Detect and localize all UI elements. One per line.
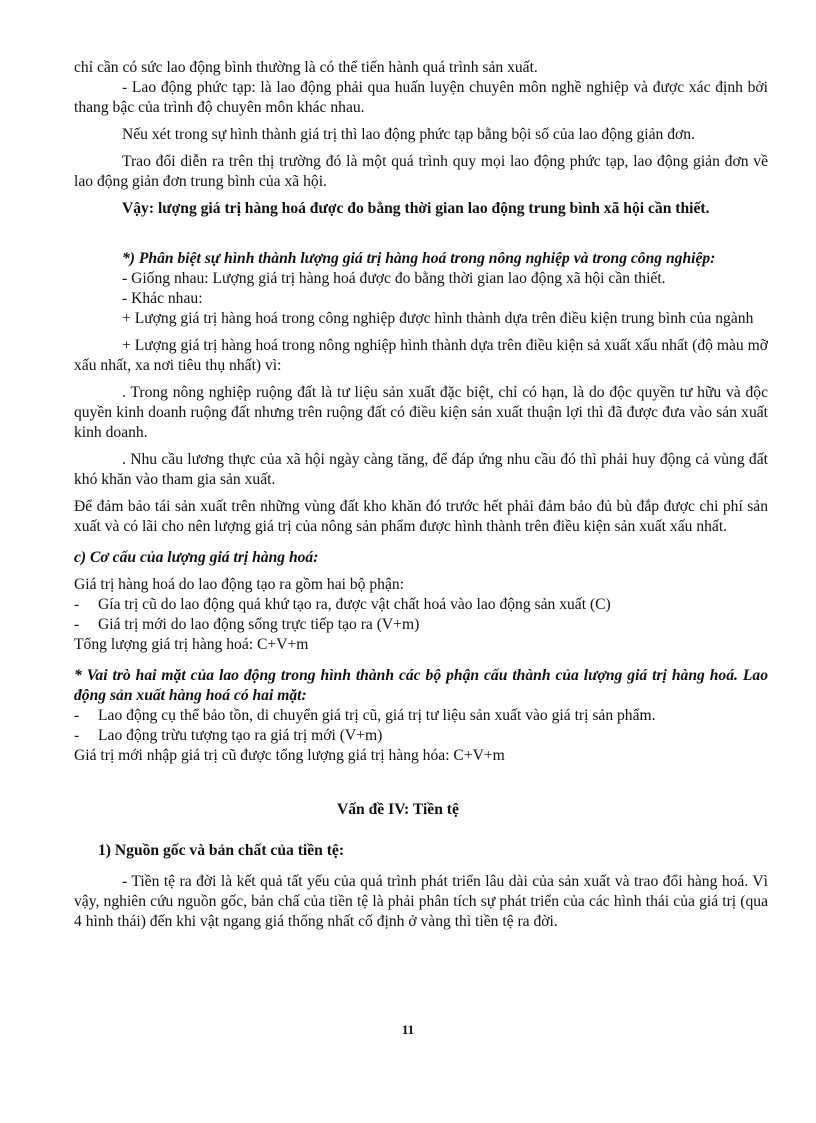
paragraph: - Tiền tệ ra đời là kết quả tất yếu của quá trình phát triển lâu dài của sản xuất và trao đổi hàng hoá. Vì vậy, nghiên cứu nguồn gốc, bản chấ của tiền tệ là phải phân tích sự phát triển của các hình thái của giá trị (qua 4 hình thái) đến khi vật ngang giá thống nhất cố định ở vàng thì tiền tệ ra đời.	[74, 873, 768, 930]
subheading-comparison: *) Phân biệt sự hình thành lượng giá trị hàng hoá trong nông nghiệp và trong công nghiệp:	[122, 250, 716, 267]
paragraph: chỉ cần có sức lao động bình thường là có thể tiến hành quá trình sản xuất.	[74, 59, 538, 76]
paragraph: Nếu xét trong sự hình thành giá trị thì lao động phức tạp bằng bội số của lao động giản đơn.	[122, 126, 695, 143]
paragraph: - Khác nhau:	[122, 290, 203, 307]
paragraph: - Lao động phức tạp: là lao động phải qua huấn luyện chuyên môn nghề nghiệp và được xác định bởi thang bậc của trình độ chuyên môn khác nhau.	[74, 79, 768, 116]
paragraph: Giá trị mới nhập giá trị cũ được tổng lượng giá trị hàng hóa: C+V+m	[74, 747, 505, 764]
paragraph: + Lượng giá trị hàng hoá trong nông nghiệp hình thành dựa trên điều kiện sả xuất xấu nhất (độ màu mỡ xấu nhất, xa nơi tiêu thụ nhất) vì:	[74, 337, 768, 374]
paragraph: Tổng lượng giá trị hàng hoá: C+V+m	[74, 636, 309, 653]
paragraph: + Lượng giá trị hàng hoá trong công nghiệp được hình thành dựa trên điều kiện trung bình của ngành	[122, 310, 754, 327]
paragraph: Trao đổi diễn ra trên thị trường đó là một quá trình quy mọi lao động phức tạp, lao động giản đơn về lao động giản đơn trung bình của xã hội.	[74, 153, 768, 190]
paragraph: Để đảm bảo tái sản xuất trên những vùng đất kho khăn đó trước hết phải đảm bảo đủ bù đắp được chi phí sản xuất và có lãi cho nên lượng giá trị của nông sản phẩm được hình thành trên điều kiện sản xuất xấu nhất.	[74, 498, 768, 535]
page-number: 11	[401, 1022, 415, 1037]
list-item: - Lao động cụ thể bảo tồn, di chuyển giá trị cũ, giá trị tư liệu sản xuất vào giá trị sản phẩm.	[74, 707, 656, 724]
paragraph: . Nhu cầu lương thực của xã hội ngày càng tăng, để đáp ứng nhu cầu đó thì phải huy động cả vùng đất khó khăn vào tham gia sản xuất.	[74, 451, 768, 488]
conclusion-paragraph: Vậy: lượng giá trị hàng hoá được đo bằng thời gian lao động trung bình xã hội cần thiết.	[122, 200, 710, 217]
paragraph: . Trong nông nghiệp ruộng đất là tư liệu sản xuất đặc biệt, chỉ có hạn, là do độc quyền tư hữu và độc quyền kinh doanh ruộng đất nhưng trên ruộng đất có điều kiện sản xuất thuận lợi thì đã được đưa vào sản xuất kinh doanh.	[74, 384, 768, 441]
list-item: - Giá trị mới do lao động sống trực tiếp tạo ra (V+m)	[74, 616, 420, 633]
section-heading: 1) Nguồn gốc và bản chất của tiền tệ:	[98, 842, 345, 859]
list-item: - Gía trị cũ do lao động quá khứ tạo ra, được vật chất hoá vào lao động sản xuất (C)	[74, 596, 611, 613]
paragraph: - Giống nhau: Lượng giá trị hàng hoá được đo bằng thời gian lao động xã hội cần thiết.	[122, 270, 666, 287]
document-page	[74, 58, 768, 932]
chapter-title: Vấn đề IV: Tiền tệ	[337, 801, 459, 818]
subheading-dual-labor: * Vai trò hai mặt của lao động trong hình thành các bộ phận cấu thành của lượng giá trị hàng hoá. Lao động sản xuất hàng hoá có hai mặt:	[74, 667, 768, 704]
paragraph: Giá trị hàng hoá do lao động tạo ra gồm hai bộ phận:	[74, 576, 404, 593]
subheading-structure: c) Cơ cấu của lượng giá trị hàng hoá:	[74, 549, 319, 566]
list-item: - Lao động trừu tượng tạo ra giá trị mới (V+m)	[74, 727, 383, 744]
